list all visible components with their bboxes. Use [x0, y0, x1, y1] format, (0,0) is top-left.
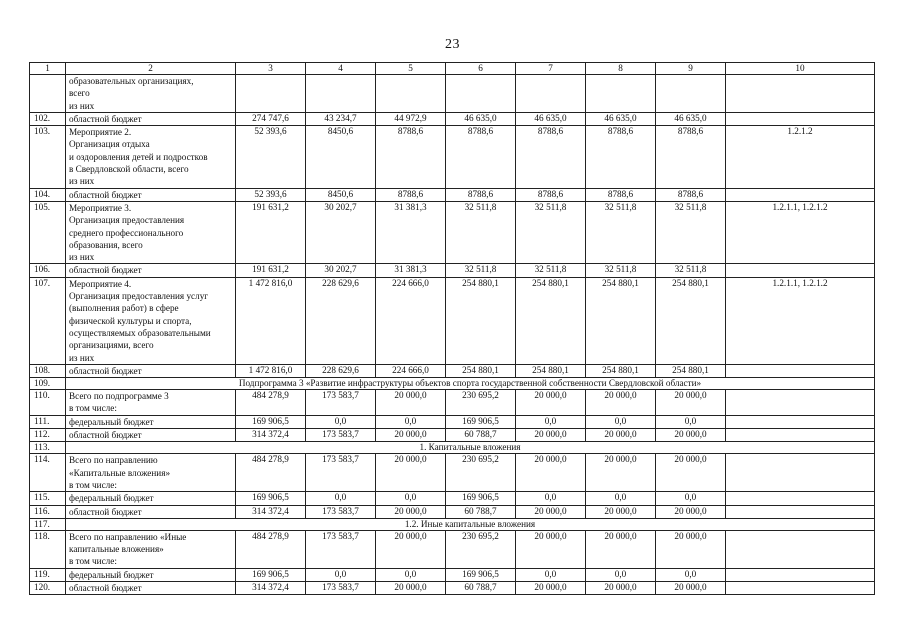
value-cell: 20 000,0 [656, 429, 726, 442]
target-reference [726, 429, 875, 442]
header-cell: 9 [656, 63, 726, 75]
table-row [30, 75, 875, 113]
value-cell: 314 372,4 [236, 429, 306, 442]
section-title: 1.2. Иные капитальные вложения [66, 518, 875, 530]
value-cell: 20 000,0 [656, 581, 726, 594]
row-name-line: всего [69, 88, 90, 99]
value-cell: 32 511,8 [656, 201, 726, 263]
value-cell: 20 000,0 [516, 390, 586, 416]
row-name-line: (выполнения работ) в сфере [69, 303, 179, 314]
row-name-line: Мероприятие 3. [69, 202, 132, 213]
row-name-line: из них [69, 176, 95, 187]
table-row [30, 429, 875, 442]
value-cell: 224 666,0 [376, 277, 446, 364]
table-row [30, 530, 875, 568]
value-cell: 254 880,1 [516, 277, 586, 364]
value-cell [236, 75, 306, 113]
value-cell: 30 202,7 [306, 201, 376, 263]
value-cell: 8450,6 [306, 126, 376, 188]
value-cell: 8788,6 [446, 126, 516, 188]
row-name-line: из них [69, 100, 95, 111]
value-cell: 8450,6 [306, 188, 376, 201]
value-cell: 60 788,7 [446, 429, 516, 442]
value-cell: 44 972,9 [376, 112, 446, 125]
row-name [66, 390, 236, 416]
table-row [30, 126, 875, 188]
value-cell: 20 000,0 [376, 454, 446, 492]
table-row [30, 568, 875, 581]
value-cell: 230 695,2 [446, 454, 516, 492]
value-cell: 20 000,0 [586, 530, 656, 568]
table-row [30, 277, 875, 364]
value-cell: 254 880,1 [586, 277, 656, 364]
row-name-line: федеральный бюджет [69, 569, 154, 580]
value-cell: 20 000,0 [656, 530, 726, 568]
target-reference [726, 75, 875, 113]
value-cell: 60 788,7 [446, 505, 516, 518]
target-reference [726, 415, 875, 428]
row-name [66, 492, 236, 505]
row-name-line: «Капитальные вложения» [69, 467, 171, 478]
row-number [30, 75, 66, 113]
value-cell: 20 000,0 [656, 454, 726, 492]
row-name [66, 126, 236, 188]
header-cell: 7 [516, 63, 586, 75]
row-name-line: федеральный бюджет [69, 416, 154, 427]
row-name-line: капитальные вложения» [69, 544, 164, 555]
row-number: 118. [30, 530, 66, 568]
value-cell: 46 635,0 [656, 112, 726, 125]
value-cell: 20 000,0 [516, 429, 586, 442]
row-number: 106. [30, 264, 66, 277]
row-number: 115. [30, 492, 66, 505]
target-reference: 1.2.1.1, 1.2.1.2 [726, 277, 875, 364]
target-reference [726, 505, 875, 518]
value-cell: 0,0 [376, 568, 446, 581]
table-row [30, 201, 875, 263]
value-cell: 20 000,0 [376, 581, 446, 594]
target-reference [726, 390, 875, 416]
row-name-line: областной бюджет [69, 430, 142, 441]
row-name [66, 201, 236, 263]
header-cell: 2 [66, 63, 236, 75]
value-cell: 0,0 [586, 492, 656, 505]
table-row [30, 505, 875, 518]
row-name [66, 188, 236, 201]
value-cell [586, 75, 656, 113]
value-cell [306, 75, 376, 113]
value-cell: 274 747,6 [236, 112, 306, 125]
table-row [30, 390, 875, 416]
row-name-line: областной бюджет [69, 265, 142, 276]
row-name [66, 581, 236, 594]
value-cell: 8788,6 [656, 188, 726, 201]
value-cell: 0,0 [656, 568, 726, 581]
value-cell: 0,0 [516, 568, 586, 581]
section-row [30, 378, 875, 390]
value-cell: 32 511,8 [586, 201, 656, 263]
value-cell: 8788,6 [376, 188, 446, 201]
row-name-line: образовательных организациях, [69, 76, 194, 86]
target-reference: 1.2.1.1, 1.2.1.2 [726, 201, 875, 263]
value-cell: 1 472 816,0 [236, 364, 306, 377]
row-name-line: осуществляемых образовательными [69, 327, 211, 338]
target-reference [726, 188, 875, 201]
row-number: 102. [30, 112, 66, 125]
value-cell: 8788,6 [656, 126, 726, 188]
value-cell: 32 511,8 [586, 264, 656, 277]
value-cell: 0,0 [516, 492, 586, 505]
value-cell: 254 880,1 [446, 364, 516, 377]
row-name [66, 415, 236, 428]
budget-table [29, 62, 875, 595]
header-cell: 3 [236, 63, 306, 75]
value-cell: 20 000,0 [586, 581, 656, 594]
row-name [66, 264, 236, 277]
value-cell: 52 393,6 [236, 126, 306, 188]
table-row [30, 415, 875, 428]
value-cell: 0,0 [516, 415, 586, 428]
row-number: 113. [30, 442, 66, 454]
value-cell: 254 880,1 [516, 364, 586, 377]
target-reference [726, 454, 875, 492]
value-cell: 32 511,8 [656, 264, 726, 277]
value-cell: 20 000,0 [376, 530, 446, 568]
row-name-line: организациями, всего [69, 340, 154, 351]
row-name [66, 112, 236, 125]
value-cell: 254 880,1 [656, 277, 726, 364]
row-name [66, 277, 236, 364]
value-cell: 20 000,0 [376, 429, 446, 442]
header-cell: 8 [586, 63, 656, 75]
value-cell: 20 000,0 [656, 505, 726, 518]
value-cell: 169 906,5 [236, 492, 306, 505]
row-name [66, 429, 236, 442]
value-cell: 31 381,3 [376, 264, 446, 277]
target-reference [726, 112, 875, 125]
row-name-line: Мероприятие 4. [69, 278, 132, 289]
header-cell: 4 [306, 63, 376, 75]
row-number: 105. [30, 201, 66, 263]
value-cell: 254 880,1 [656, 364, 726, 377]
value-cell: 20 000,0 [586, 429, 656, 442]
value-cell: 0,0 [656, 415, 726, 428]
target-reference: 1.2.1.2 [726, 126, 875, 188]
value-cell: 43 234,7 [306, 112, 376, 125]
target-reference [726, 492, 875, 505]
header-cell: 5 [376, 63, 446, 75]
value-cell: 173 583,7 [306, 429, 376, 442]
value-cell: 8788,6 [446, 188, 516, 201]
header-cell: 10 [726, 63, 875, 75]
value-cell: 484 278,9 [236, 390, 306, 416]
table-row [30, 112, 875, 125]
value-cell: 20 000,0 [376, 505, 446, 518]
value-cell: 254 880,1 [586, 364, 656, 377]
row-number: 110. [30, 390, 66, 416]
header-cell: 6 [446, 63, 516, 75]
row-name-line: областной бюджет [69, 582, 142, 593]
row-number: 120. [30, 581, 66, 594]
value-cell: 169 906,5 [446, 415, 516, 428]
value-cell: 230 695,2 [446, 530, 516, 568]
row-name-line: из них [69, 352, 95, 363]
value-cell: 20 000,0 [516, 505, 586, 518]
value-cell: 254 880,1 [446, 277, 516, 364]
target-reference [726, 364, 875, 377]
value-cell: 20 000,0 [516, 454, 586, 492]
value-cell: 20 000,0 [586, 454, 656, 492]
value-cell: 169 906,5 [236, 568, 306, 581]
value-cell: 0,0 [376, 492, 446, 505]
table-row [30, 188, 875, 201]
table-header-row [30, 63, 875, 75]
row-name [66, 75, 236, 113]
value-cell: 0,0 [306, 568, 376, 581]
value-cell: 173 583,7 [306, 454, 376, 492]
value-cell [516, 75, 586, 113]
section-title: 1. Капитальные вложения [66, 442, 875, 454]
target-reference [726, 581, 875, 594]
value-cell: 8788,6 [516, 126, 586, 188]
row-number: 103. [30, 126, 66, 188]
value-cell: 46 635,0 [586, 112, 656, 125]
value-cell: 46 635,0 [446, 112, 516, 125]
row-name [66, 364, 236, 377]
value-cell: 0,0 [586, 415, 656, 428]
value-cell [656, 75, 726, 113]
value-cell: 169 906,5 [446, 568, 516, 581]
value-cell: 32 511,8 [516, 264, 586, 277]
row-name-line: образования, всего [69, 239, 143, 250]
row-number: 107. [30, 277, 66, 364]
table-row [30, 264, 875, 277]
value-cell: 0,0 [306, 492, 376, 505]
section-title: Подпрограмма 3 «Развитие инфраструктуры объектов спорта государственной собственности Свердловской области» [66, 378, 875, 390]
value-cell: 20 000,0 [376, 390, 446, 416]
row-name-line: Всего по подпрограмме 3 [69, 391, 169, 402]
table-row [30, 364, 875, 377]
table-row [30, 581, 875, 594]
value-cell: 20 000,0 [516, 530, 586, 568]
target-reference [726, 568, 875, 581]
value-cell: 20 000,0 [586, 505, 656, 518]
row-number: 112. [30, 429, 66, 442]
value-cell [376, 75, 446, 113]
value-cell: 173 583,7 [306, 581, 376, 594]
row-name-line: Мероприятие 2. [69, 127, 132, 138]
row-name-line: в том числе: [69, 479, 117, 490]
value-cell: 8788,6 [376, 126, 446, 188]
row-name-line: Организация отдыха [69, 139, 150, 150]
row-name-line: среднего профессионального [69, 227, 184, 238]
row-number: 108. [30, 364, 66, 377]
row-number: 116. [30, 505, 66, 518]
value-cell: 173 583,7 [306, 530, 376, 568]
value-cell: 484 278,9 [236, 530, 306, 568]
row-number: 119. [30, 568, 66, 581]
value-cell: 314 372,4 [236, 581, 306, 594]
value-cell: 32 511,8 [446, 264, 516, 277]
value-cell: 314 372,4 [236, 505, 306, 518]
value-cell: 0,0 [376, 415, 446, 428]
value-cell: 0,0 [586, 568, 656, 581]
header-cell: 1 [30, 63, 66, 75]
value-cell: 173 583,7 [306, 390, 376, 416]
value-cell: 20 000,0 [656, 390, 726, 416]
row-number: 104. [30, 188, 66, 201]
table-row [30, 454, 875, 492]
row-name-line: из них [69, 252, 95, 263]
row-name-line: областной бюджет [69, 365, 142, 376]
page-number: 23 [445, 37, 460, 52]
row-name-line: и оздоровления детей и подростков [69, 151, 208, 162]
value-cell: 484 278,9 [236, 454, 306, 492]
row-name-line: федеральный бюджет [69, 493, 154, 504]
row-name-line: областной бюджет [69, 506, 142, 517]
value-cell: 32 511,8 [446, 201, 516, 263]
value-cell: 32 511,8 [516, 201, 586, 263]
value-cell [446, 75, 516, 113]
row-number: 109. [30, 378, 66, 390]
row-name-line: областной бюджет [69, 189, 142, 200]
value-cell: 1 472 816,0 [236, 277, 306, 364]
value-cell: 191 631,2 [236, 264, 306, 277]
value-cell: 20 000,0 [586, 390, 656, 416]
value-cell: 60 788,7 [446, 581, 516, 594]
row-number: 114. [30, 454, 66, 492]
value-cell: 20 000,0 [516, 581, 586, 594]
target-reference [726, 264, 875, 277]
value-cell: 169 906,5 [446, 492, 516, 505]
row-number: 111. [30, 415, 66, 428]
value-cell: 191 631,2 [236, 201, 306, 263]
target-reference [726, 530, 875, 568]
value-cell: 224 666,0 [376, 364, 446, 377]
row-name-line: Всего по направлению [69, 455, 158, 466]
row-name-line: Организация предоставления услуг [69, 291, 209, 302]
value-cell: 169 906,5 [236, 415, 306, 428]
section-row [30, 442, 875, 454]
section-row [30, 518, 875, 530]
value-cell: 31 381,3 [376, 201, 446, 263]
value-cell: 8788,6 [586, 188, 656, 201]
row-name-line: в том числе: [69, 556, 117, 567]
value-cell: 8788,6 [516, 188, 586, 201]
value-cell: 52 393,6 [236, 188, 306, 201]
row-name-line: в том числе: [69, 403, 117, 414]
row-name [66, 505, 236, 518]
row-name-line: областной бюджет [69, 113, 142, 124]
row-name [66, 568, 236, 581]
table-body [30, 63, 875, 595]
value-cell: 8788,6 [586, 126, 656, 188]
row-name-line: Организация предоставления [69, 215, 185, 226]
value-cell: 228 629,6 [306, 364, 376, 377]
row-name [66, 530, 236, 568]
value-cell: 228 629,6 [306, 277, 376, 364]
value-cell: 0,0 [306, 415, 376, 428]
row-name-line: в Свердловской области, всего [69, 164, 189, 175]
row-number: 117. [30, 518, 66, 530]
value-cell: 30 202,7 [306, 264, 376, 277]
row-name [66, 454, 236, 492]
table-row [30, 492, 875, 505]
row-name-line: Всего по направлению «Иные [69, 531, 187, 542]
row-name-line: физической культуры и спорта, [69, 315, 192, 326]
value-cell: 173 583,7 [306, 505, 376, 518]
value-cell: 230 695,2 [446, 390, 516, 416]
value-cell: 0,0 [656, 492, 726, 505]
value-cell: 46 635,0 [516, 112, 586, 125]
